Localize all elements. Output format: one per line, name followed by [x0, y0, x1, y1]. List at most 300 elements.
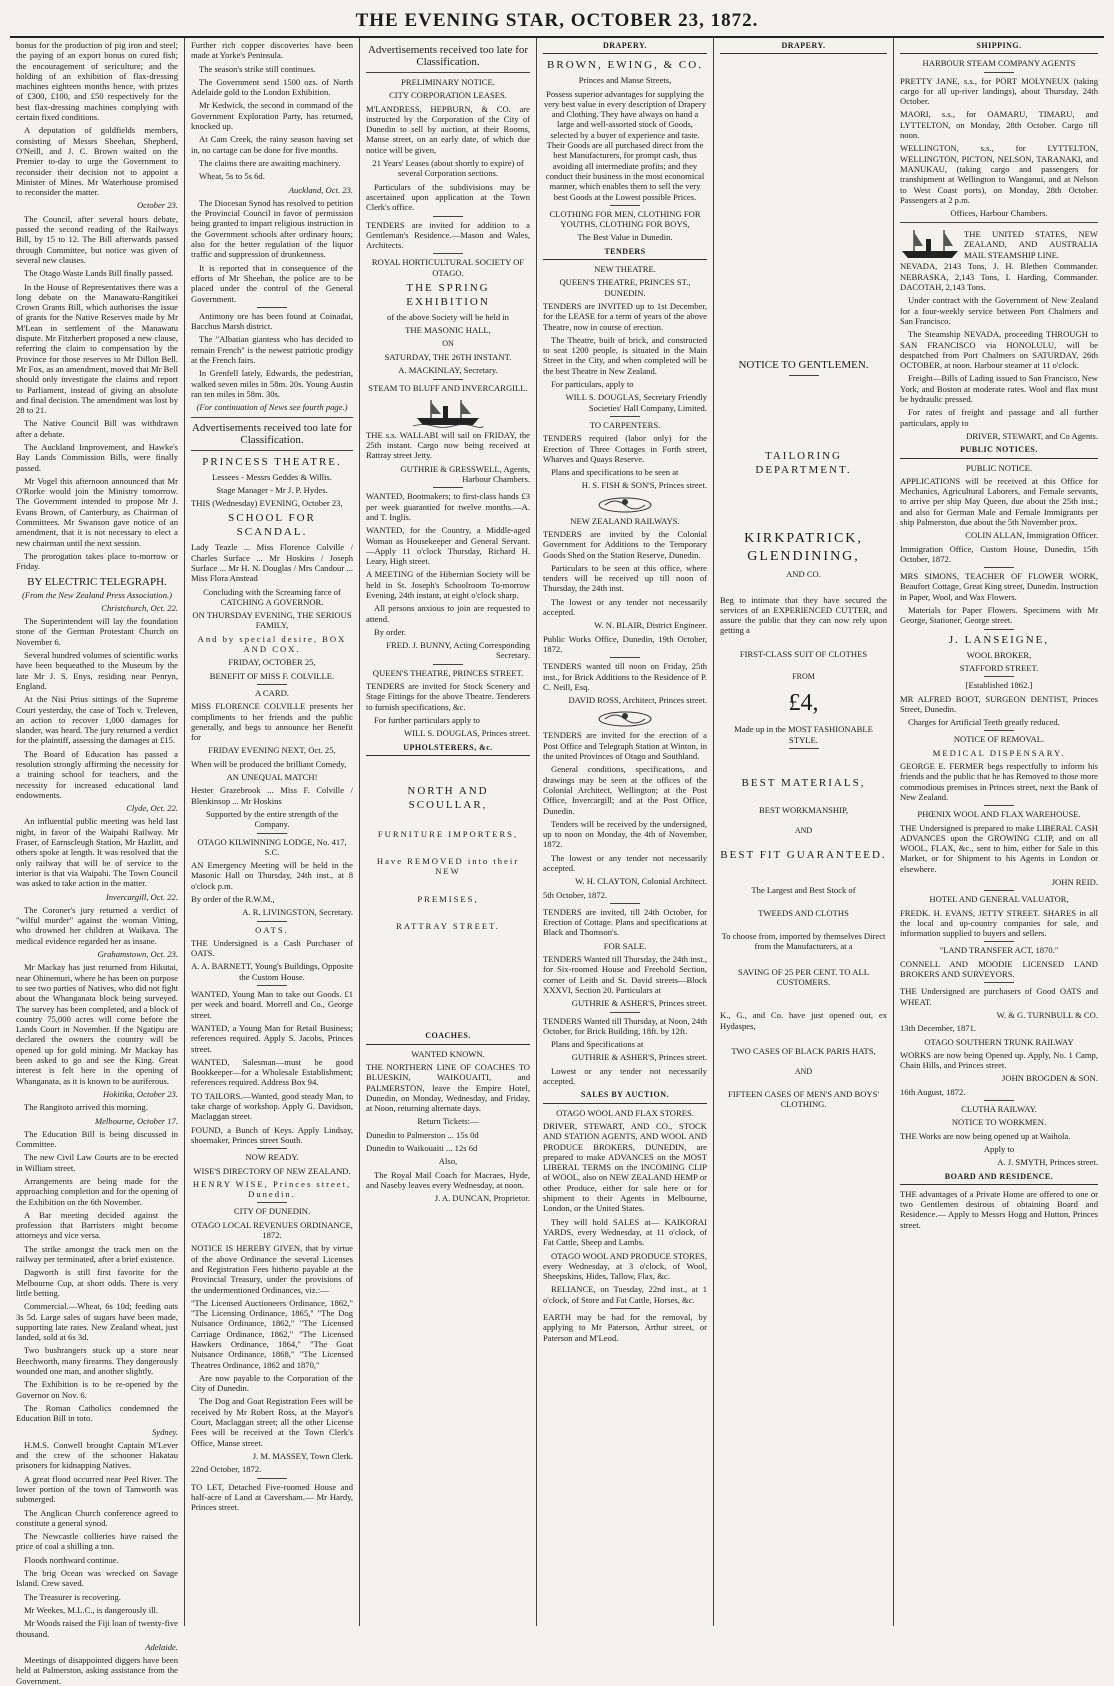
ad-title: CITY OF DUNEDIN. [233, 1206, 311, 1217]
ad-line: AND [794, 826, 813, 836]
ad-signature: J. A. DUNCAN, Proprietor. [434, 1193, 530, 1204]
ad-line: STAFFORD STREET. [959, 662, 1039, 673]
ad-line: NOTICE TO WORKMEN. [951, 1117, 1047, 1128]
column-2-news-ads [185, 38, 360, 1626]
ad-paragraph: Tenders will be received by the undersigned, up to noon on Monday, the 4th of November, 1872. [543, 818, 707, 850]
news-paragraph: An influential public meeting was held last night, in favor of the Waipahi Railway. Mr Fraser, of Earnscleugh Station, Mr Hazlitt, and others spoke at length. It was resolved that the only railway that will be of service to the interior is that via Waipahi. The Town Council was asked to take action in the matter. [16, 816, 178, 889]
news-paragraph: The Treasurer is recovering. [24, 1591, 121, 1602]
news-paragraph: Commercial.—Wheat, 6s 10d; feeding oats 3s 5d. Large sales of sugars have been made, supporting late rates. New Zealand wheat, just landed, sold at 6s 3d. [16, 1301, 178, 1343]
classified-ad: WANTED, a Young Man for Retail Business; references required. Apply S. Jacobs, Princes street. [191, 1022, 353, 1054]
ad-signature: FRED. J. BUNNY, Acting Corresponding Secretary. [386, 640, 530, 661]
ad-paragraph: NOTICE IS HEREBY GIVEN, that by virtue of the above Ordinance the several Licenses and Registration Fees hitherto payable at the Provincial Treasury, under the provisions of the undermentioned Ordinances, viz.:— [191, 1243, 353, 1295]
news-paragraph: The claims there are awaiting machinery. [199, 157, 341, 168]
ad-paragraph: THE NORTHERN LINE OF COACHES TO BLUESKIN, WAIKOUAITI, and PALMERSTON, leave the Empire Hotel, Dunedin, on Monday, Wednesday, and Friday, at Noon, returning alternate days. [366, 1061, 530, 1114]
ad-title: STEAM TO BLUFF AND INVERCARGILL. [368, 382, 528, 393]
ad-line: FURNITURE IMPORTERS, [377, 828, 519, 839]
ad-title: NEW THEATRE. [594, 264, 656, 275]
dateline: Adelaide. [145, 1641, 178, 1652]
ad-signature: WILL S. DOUGLAS, Secretary Friendly Societies' Hall Company, Limited. [565, 392, 707, 413]
ad-line: THE MASONIC HALL, [405, 325, 491, 336]
ad-title: NEW ZEALAND RAILWAYS. [570, 515, 680, 526]
ad-title: TO CARPENTERS. [589, 419, 661, 430]
ad-paragraph: THE Undersigned is prepared to make LIBERAL CASH ADVANCES upon the GROWING CLIP, and on all WOOL, FLAX, &c., sent to him, either for Sale in this Market, or for Shipment to his Agents in London or elsewhere. [900, 822, 1098, 874]
ad-paragraph: NEVADA, 2143 Tons, J. H. Blethen Commander. NEBRASKA, 2,143 Tons, I. Harding, Commander. DACOTAH, 2,143 Tons. [900, 261, 1098, 293]
ad-paragraph: The Theatre, built of brick, and constructed to seat 1200 people, is situated in the Main Street in the City, and when completed will be the best Theatre in New Zealand. [543, 334, 707, 376]
classified-ad: WANTED, for the Country, a Middle-aged Woman as Housekeeper and General Servant.—Apply 11 o'clock Thursday, Richard H. Leary, High street. [366, 525, 530, 567]
news-paragraph: Mr Kedwick, the second in command of the Government Exploration Party, has returned, knocked up. [191, 100, 353, 132]
ad-line: AND [794, 1067, 813, 1077]
ad-line: THE SPRING EXHIBITION [406, 282, 490, 309]
ad-date: Public Works Office, Dunedin, 19th October, 1872. [543, 633, 707, 654]
coat-of-arms-icon [595, 494, 655, 514]
ad-line: 21 Years' Leases (about shortly to expire) of several Corporation sections. [372, 158, 524, 179]
section-header: UPHOLSTERERS, &c. [366, 742, 530, 756]
ad-title: OTAGO KILWINNING LODGE, No. 417, S.C. [197, 836, 347, 857]
ad-date: 13th December, 1871. [900, 1023, 977, 1034]
divider [984, 982, 1014, 983]
news-paragraph: Mr Mackay has just returned from Hikutai, near Ohinemuri, where he has been on purpose to see two parties of Natives, who did not fight about the Whanganata block being surveyed. The survey has been completed, and a block of country 75,000 acres will come before the Lands Court in November. If the Ngatipu are declared the owners the country will be opened up for gold mining. Mr Mackay has been asked to go and see the King. Great interest is felt here in the opening of Whanganata, as it is known to be auriferous. [16, 962, 178, 1086]
ad-paragraph: Freight—Bills of Lading issued to San Francisco, New York, and Boston at moderate rates. Wool and flax must be hydraulic pressed. [900, 373, 1098, 405]
ad-signature: GUTHRIE & ASHER'S, Princes street. [571, 1052, 707, 1063]
classified-ad: TENDERS wanted till noon on Friday, 25th inst., for Brick Additions to the Residence of P. C. Neill, Esq. [543, 661, 707, 692]
masthead: THE EVENING STAR, OCTOBER 23, 1872. [355, 10, 759, 31]
divider [610, 1012, 640, 1013]
ad-paragraph: The Steamship NEVADA, proceeding THROUGH to SAN FRANCISCO via HONOLULU, will be despatched from Port Chalmers on SATURDAY, 26th OCTOBER, at noon. Harbour steamer at 11 o'clock. [900, 329, 1098, 371]
divider [257, 1478, 287, 1479]
ad-paragraph: TENDERS required (labor only) for the Erection of Three Cottages in Forth street, Wharves and Quays Reserve. [543, 433, 707, 464]
divider [900, 222, 1098, 223]
ad-title: NOTICE OF REMOVAL. [953, 734, 1045, 745]
news-paragraph: Dagworth is still first favorite for the Melbourne Cup, at short odds. There is very little betting. [16, 1267, 178, 1298]
dateline: Clyde, Oct. 22. [126, 803, 178, 814]
classified-ad: WANTED, Bootmakers; to first-class hands £3 per week guarantied for twelve months.—A. and T. Inglis. [366, 491, 530, 522]
ad-paragraph: All persons anxious to join are requested to attend. [366, 603, 530, 624]
ad-line: AN UNEQUAL MATCH! [226, 772, 318, 783]
ad-title: HARBOUR STEAM COMPANY AGENTS [922, 58, 1076, 69]
news-paragraph: The Government send 1500 ozs. of North Adelaide gold to the London Exhibition. [191, 76, 353, 98]
classified-ad: EARTH may be had for the removal, by applying to Mr Paterson, Arthur street, or Paterson and M'Leod. [543, 1311, 707, 1343]
ad-line: ON THURSDAY EVENING, THE SERIOUS FAMILY, [192, 610, 352, 631]
news-paragraph: The Board of Education has passed a resolution strongly affirming the necessity for a training school for teachers, and the necessity for increased educational land endowments. [16, 748, 178, 800]
ad-line: FROM [792, 672, 815, 682]
news-paragraph: The Newcastle collieries have raised the price of coal a shilling a ton. [16, 1531, 178, 1552]
ad-line: WOOL BROKER, [966, 649, 1032, 660]
ad-paragraph: THE advantages of a Private Home are offered to one or two Gentlemen desirous of obtaining Board and Residence.— Apply to Messrs Hogg and Hutton, Princes street. [900, 1188, 1098, 1230]
classified-ad: WANTED, Salesman—must be good Bookkeeper—for a Wholesale Establishment; references required. Address Box 94. [191, 1056, 353, 1088]
firm-name: KIRKPATRICK, GLENDINING, [744, 531, 863, 565]
news-paragraph: Further rich copper discoveries have been made at Yorke's Peninsula. [191, 40, 353, 61]
column-1-news [10, 38, 185, 1686]
ad-line: Plans and specifications to be seen at [551, 467, 679, 478]
ad-paragraph: MR ALFRED BOOT, SURGEON DENTIST, Princes Street, Dunedin. [900, 693, 1098, 714]
news-paragraph: The Exhibition is to be re-opened by the Governor on Nov. 6. [16, 1379, 178, 1400]
ad-line: TWO CASES OF BLACK PARIS HATS, [731, 1045, 876, 1056]
ad-line: Apply to [983, 1143, 1015, 1154]
divider [610, 903, 640, 904]
ad-paragraph: GEORGE E. FERMER begs respectfully to inform his friends and the public that he has Removed to those more commodious premises in Princes street, next the Bank of New Zealand. [900, 761, 1098, 802]
ad-line: CLOTHING FOR MEN, CLOTHING FOR YOUTHS, CLOTHING FOR BOYS, [549, 208, 701, 230]
news-paragraph: At the Nisi Prius sittings of the Supreme Court yesterday, the case of Toch v. Treleven, an action to recover 1,000 damages for slander, was heard. The jury returned a verdict for the plaintiff, assessing the damages at £15. [16, 694, 178, 746]
ad-paragraph: APPLICATIONS will be received at this Office for Mechanics, Agricultural Laborers, and Female servants, to arrive per ship May Queen, due about the 25th inst.; and also for German Male and Female Immigrants per ship Palmerston, due about the 5th November prox. [900, 475, 1098, 527]
news-paragraph: The Superintendent will lay the foundation stone of the German Protestant Church on November 6. [16, 616, 178, 647]
ad-date: Immigration Office, Custom House, Dunedin, 15th October, 1872. [900, 543, 1098, 564]
ad-line: Offices, Harbour Chambers. [950, 208, 1048, 219]
divider [257, 921, 287, 922]
ad-paragraph: TENDERS are INVITED up to 1st December, for the LEASE for a term of years of the above Theatre, now in course of erection. [543, 300, 707, 332]
section-header: COACHES. [366, 1030, 530, 1044]
classified-ad: TO LET, Detached Five-roomed House and half-acre of Land at Caversham.— Mr Hardy, Princes street. [191, 1481, 353, 1513]
section-title: BY ELECTRIC TELEGRAPH. [27, 575, 167, 588]
divider [984, 890, 1014, 891]
ad-line: SAVING OF 25 PER CENT. TO ALL CUSTOMERS. [738, 966, 869, 988]
ad-title: PUBLIC NOTICE. [965, 462, 1033, 473]
ad-paragraph: Are now payable to the Corporation of the City of Dunedin. [191, 1372, 353, 1394]
ad-line: Dunedin to Waikouaiti ... 12s 6d [366, 1143, 478, 1153]
ad-line: FIRST-CLASS SUIT OF CLOTHES [739, 648, 868, 659]
ad-signature: GUTHRIE & GRESSWELL, Agents, Harbour Chambers. [400, 463, 530, 485]
ad-paragraph: To choose from, imported by themselves Direct from the Manufacturers, at a [721, 931, 886, 952]
shipping-notice: PRETTY JANE, s.s., for PORT MOLYNEUX (taking cargo for all up-river landings), about Thursday, 24th October. [900, 75, 1098, 107]
ads-heading: Advertisements received too late for Classification. [191, 421, 353, 446]
ad-title: J. LANSEIGNE, [948, 633, 1050, 646]
ad-line: Plans and Specifications at [551, 1039, 644, 1050]
ad-line: WISE'S DIRECTORY OF NEW ZEALAND. [193, 1165, 351, 1176]
ad-cast: Lady Teazle ... Miss Florence Colville / Charles Surface ... Mr Hoskins / Joseph Surface ... Mr H. N. Douglas / Mrs Candour ... Miss Flora Anstead [191, 542, 353, 584]
divider [984, 629, 1014, 630]
ad-paragraph: TENDERS Wanted till Thursday, the 24th inst., for Six-roomed House and Freehold Section, corner of Leith and St. David streets—Block XXXVI, Section 20. Particulars at [543, 954, 707, 995]
news-paragraph: The Rangitoto arrived this morning. [24, 1102, 148, 1113]
divider [984, 1100, 1014, 1101]
shipping-notice: MAORI, s.s., for OAMARU, TIMARU, and LYTTELTON, on Monday, 28th October. Cargo till noon. [900, 109, 1098, 141]
ad-line: Have REMOVED into their NEW [376, 856, 520, 877]
news-paragraph: At Cam Creek, the rainy season having set in, no cartage can be done for five months. [191, 134, 353, 155]
ad-line: Also, [438, 1156, 458, 1167]
ad-paragraph: Under contract with the Government of New Zealand for a four-weekly service between Port Chalmers and San Francisco. [900, 295, 1098, 326]
ad-line: SCHOOL FOR SCANDAL. [228, 512, 316, 539]
ad-paragraph: CONNELL AND MOODIE LICENSED LAND BROKERS AND SURVEYORS. [900, 958, 1098, 980]
classified-ad: TENDERS are invited for addition to a Gentleman's Residence.—Mason and Wales, Architects. [366, 219, 530, 251]
coat-of-arms-icon [595, 708, 655, 728]
news-paragraph: The "Albatian giantess who has decided to remain French" is the newest patriotic prodigy at the French fairs. [191, 334, 353, 366]
ad-title: "LAND TRANSFER ACT, 1870." [939, 945, 1059, 956]
divider [433, 664, 463, 665]
ad-line: By order. [374, 626, 406, 637]
ad-line: The Best Value in Dunedin. [577, 232, 673, 243]
news-paragraph: The Coroner's jury returned a verdict of "wilful murder" against the woman Vitting, who drowned her children at Waikava. The medical evidence regarded her as insane. [16, 904, 178, 946]
ad-line: FRIDAY, OCTOBER 25, [228, 657, 316, 668]
ad-title: PRINCESS THEATRE. [202, 455, 342, 468]
ad-line: When will be produced the brilliant Comedy, [191, 758, 347, 769]
news-paragraph: Meetings of disappointed diggers have been held at Palmerston, asking assistance from the Government. [16, 1655, 178, 1686]
ad-paragraph: Particulars of the subdivisions may be ascertained upon application at the Town Clerk's office. [366, 181, 530, 213]
ad-line: of the above Society will be held in [387, 312, 509, 323]
ad-title: NOW READY. [245, 1152, 299, 1163]
ad-paragraph: THE Undersigned is a Cash Purchaser of OATS. [191, 937, 353, 959]
classified-ad: A MEETING of the Hibernian Society will be held in St. Joseph's Schoolroom To-morrow Evening, 24th instant, at eight o'clock sharp. [366, 569, 530, 600]
ad-paragraph: Beg to intimate that they have secured the services of an EXPERIENCED CUTTER, and assure the public that they can now rely upon getting a [720, 594, 887, 636]
ad-paragraph: DRIVER, STEWART, AND CO., STOCK AND STATION AGENTS, AND WOOL AND PRODUCE BROKERS, DUNEDIN, are prepared to make ADVANCES on the MOST LIBERAL TERMS on the INCOMING CLIP of WOOL, also on NEW ZEALAND HEMP or other Produce, either for sale here or for shipment to their Agents in Melbourne, London, or the United States. [543, 1120, 707, 1214]
ad-paragraph: M'LANDRESS, HEPBURN, & CO. are instructed by the Corporation of the City of Dunedin to sell by auction, at their Rooms, Manse street, on an early date, of which due notice will be given, [366, 103, 530, 155]
ad-line: Princes and Manse Streets, [578, 75, 672, 86]
ad-paragraph: RELIANCE, on Tuesday, 22nd inst., at 1 o'clock, of Store and Fat Cattle, Horses, &c. [543, 1284, 707, 1305]
ad-line: By order of the R.W.M., [191, 894, 275, 904]
ad-signature: H. S. FISH & SON'S, Princes street. [581, 480, 707, 491]
divider [433, 216, 463, 217]
news-paragraph: It is reported that in consequence of the efforts of Mr Sheehan, the police are to be placed under the control of the General Government. [191, 262, 353, 304]
steamship-icon [413, 396, 483, 428]
divider [257, 307, 287, 308]
ad-paragraph: FREDK. H. EVANS, JETTY STREET. SHARES in all the local and up-country companies for sale, and information supplied to buyers and sellers. [900, 907, 1098, 939]
divider [789, 375, 819, 376]
ad-line: RATTRAY STREET. [396, 921, 500, 932]
divider [984, 805, 1014, 806]
ad-paragraph: For rates of freight and passage and all further particulars, apply to [900, 407, 1098, 428]
ad-title: HOTEL AND GENERAL VALUATOR, [929, 894, 1069, 905]
ad-signature: JOHN BROGDEN & SON. [1002, 1073, 1098, 1084]
ad-paragraph: TENDERS are invited for Stock Scenery and Stage Fittings for the above Theatre. Tenderers to furnish specifications, &c. [366, 681, 530, 712]
ad-title: FOR SALE. [603, 940, 647, 951]
news-paragraph: A deputation of goldfields members, consisting of Messrs Sheehan, Shepherd, O'Neill, and J. C. Brown waited on the Premier to-day to urge the Government to reconsider their decision not to appoint a Minister of Mines. Mr Waterhouse promised to reconsider the matter. [16, 125, 178, 198]
divider [984, 676, 1014, 677]
ad-signature: DAVID ROSS, Architect, Princes street. [568, 695, 707, 706]
ad-signature: A. MACKINLAY, Secretary. [398, 365, 498, 376]
dateline: Invercargill, Oct. 22. [105, 891, 178, 902]
ad-paragraph: Possess superior advantages for supplying the very best value in every description of Drapery and Clothing. They have always on hand a large and well-assorted stock of Goods, selected by a buyer of experience and taste. Their Goods are all purchased direct from the best Manufacturers, for prompt cash, thus avoiding all intermediate profits; and they conduct their business in the most economical manner, which enables them to sell the very best Goods at the Lowest possible Prices. [543, 88, 707, 202]
news-paragraph: The brig Ocean was wrecked on Savage Island. Crew saved. [16, 1568, 178, 1589]
ad-paragraph: The Royal Mail Coach for Macraes, Hyde, and Naseby leaves every Wednesday, at noon. [366, 1169, 530, 1190]
news-paragraph: In Grenfell lately, Edwards, the pedestrian, walked seven miles in 58m. 20s. Young Austin ran ten miles in 58m. 30s. [191, 368, 353, 399]
divider [984, 941, 1014, 942]
news-paragraph: In the House of Representatives there was a long debate on the Manawatu-Rangitikei Crown Grants Bill, which authorises the issue of grants for the Native Reserves made by Mr M'Lean in settlement of the Manawatu dispute. Mr Fitzherbert proposed a new clause, referring the claim to compensation by the Province for those reserves to Mr Dillon Bell. Mr Fox, as an amendment, moved that Mr Bell should only investigate the claims and report to Parliament, instead of giving an absolute and final decision. The amendment was lost by 28 to 21. [16, 281, 178, 416]
ad-line: THIS (Wednesday) EVENING, October 23, [191, 498, 343, 509]
ad-paragraph: Materials for Paper Flowers. Specimens with Mr George, Stationer, George street. [900, 605, 1098, 626]
news-paragraph: Floods northward continue. [24, 1554, 119, 1565]
divider [433, 379, 463, 380]
divider [433, 253, 463, 254]
news-paragraph: Two bushrangers stuck up a store near Beechworth, many firearms. They dangerously wounded one man, and another slightly. [16, 1345, 178, 1377]
divider [433, 487, 463, 488]
ad-signature: HENRY WISE, Princes street, Dunedin. [192, 1178, 352, 1200]
ad-signature: DRIVER, STEWART, and Co Agents. [966, 430, 1098, 441]
ad-line: TAILORING DEPARTMENT. [755, 450, 852, 477]
ad-title: THE UNITED STATES, NEW ZEALAND, AND AUSTRALIA MAIL STEAMSHIP LINE. [964, 229, 1098, 260]
ad-cast: Hester Grazebrook ... Miss F. Colville / Blenkinsop ... Mr Hoskins [191, 785, 353, 806]
ad-line: The Largest and Best Stock of [751, 884, 856, 895]
ad-line: Return Tickets:— [417, 1116, 479, 1127]
dateline: Auckland, Oct. 23. [288, 184, 353, 195]
dateline: Hokitika, October 23. [103, 1088, 178, 1099]
divider [610, 657, 640, 658]
ad-paragraph: THE Works are now being opened up at Waihola. [900, 1130, 1071, 1141]
classified-ad: TENDERS are invited, till 24th October, for Erection of Cottage. Plans and specifications at Black and Thomson's. [543, 906, 707, 938]
ad-signature: W. & G. TURNBULL & CO. [996, 1009, 1098, 1020]
ad-paragraph: K., G., and Co. have just opened out, ex Hydaspes, [720, 1010, 887, 1031]
section-header: PUBLIC NOTICES. [900, 444, 1098, 458]
ad-line: Made up in the MOST FASHIONABLE STYLE. [734, 724, 873, 745]
ad-signature: GUTHRIE & ASHER'S, Princes street. [571, 998, 707, 1009]
news-paragraph: The Anglican Church conference agreed to constitute a general synod. [16, 1507, 178, 1528]
ad-title: OATS. [255, 924, 289, 935]
ad-line: BEST WORKMANSHIP, [759, 804, 848, 815]
ad-line: ON [442, 338, 454, 348]
ad-line: OTAGO LOCAL REVENUES ORDINANCE, 1872. [191, 1219, 353, 1241]
ad-title: WANTED KNOWN. [411, 1048, 485, 1059]
ad-paragraph: AN Emergency Meeting will be held in the Masonic Hall on Thursday, 24th inst., at 8 o'clock p.m. [191, 860, 353, 891]
divider [191, 417, 353, 418]
ad-list: "The Licensed Auctioneers Ordinance, 1862," "The Licensing Ordinance, 1865," "The Dog Nuisance Ordinance, 1862," "The Licensed Carriage Ordinance, 1862," "The Licensed Hawkers Ordinance, 1864," "The Goat Nuisance Ordinance, 1868," "The Licensed Theatres Ordinance, 1862 and 1870," [191, 1297, 353, 1370]
news-paragraph: Mr Woods raised the Fiji loan of twenty-five thousand. [16, 1618, 178, 1639]
ad-signature: J. M. MASSEY, Town Clerk. [252, 1450, 353, 1461]
news-paragraph: Mr Weekes, M.L.C., is dangerously ill. [24, 1604, 159, 1615]
ad-signature: COLIN ALLAN, Immigration Officer. [965, 530, 1098, 541]
ad-title: CITY CORPORATION LEASES. [389, 90, 507, 101]
ad-paragraph: The Dog and Goat Registration Fees will be received by Mr Robert Ross, at the Mayor's Court, Maclaggan street; all the other License Fees will be received at the Town Clerk's Office, Manse street. [191, 1396, 353, 1448]
ad-paragraph: Particulars to be seen at this office, where tenders will be received up till noon of Thursday, the 24th inst. [543, 562, 707, 594]
news-paragraph: A great flood occurred near Peel River. The lower portion of the town of Tamworth was submerged. [16, 1473, 178, 1505]
ad-title: NOTICE TO GENTLEMEN. [738, 359, 869, 372]
ad-line: Lessees - Messrs Geddes & Willis. [212, 471, 332, 482]
divider [257, 833, 287, 834]
ad-date: 22nd October, 1872. [191, 1464, 262, 1475]
ad-title: PHŒNIX WOOL AND FLAX WAREHOUSE. [917, 809, 1081, 820]
news-paragraph: Antimony ore has been found at Coinadai, Bacchus Marsh district. [191, 310, 353, 332]
news-paragraph: The Native Council Bill was withdrawn after a debate. [16, 418, 178, 439]
column-3-ads [360, 38, 537, 1626]
ad-paragraph: They will hold SALES at— KAIKORAI YARDS, every Wednesday, at 11 o'clock, of Fat Cattle, Sheep and Lambs. [543, 1216, 707, 1248]
news-paragraph: H.M.S. Conwell brought Captain M'Lever and the crew of the schooner Hakatau prisoners for kidnapping Natives. [16, 1439, 178, 1471]
ad-title: QUEEN'S THEATRE, PRINCES STREET. [372, 667, 524, 678]
ad-paragraph: OTAGO WOOL AND PRODUCE STORES, every Wednesday, at 3 o'clock, of Wool, Sheepskins, Hides, Tallow, Flax, &c. [543, 1250, 707, 1282]
divider [257, 1202, 287, 1203]
section-header: SHIPPING. [900, 40, 1098, 54]
divider [789, 748, 819, 749]
ad-title: OTAGO WOOL AND FLAX STORES. [556, 1107, 694, 1118]
ad-signature: A. R. LIVINGSTON, Secretary. [242, 907, 353, 918]
news-paragraph: Several hundred volumes of scientific works have been bequeathed to the Museum by the late Mr J. S. Enys, residing near Penryn, England. [16, 650, 178, 691]
news-paragraph: Wheat, 5s to 5s 6d. [199, 171, 265, 182]
news-paragraph: The Roman Catholics condemned the Education Bill in toto. [16, 1402, 178, 1424]
classified-ad: FOUND, a Bunch of Keys. Apply Lindsay, shoemaker, Princes street South. [191, 1124, 353, 1145]
divider [984, 567, 1014, 568]
section-header: BOARD AND RESIDENCE. [900, 1171, 1098, 1185]
ad-line: Stage Manager - Mr J. P. Hydes. [216, 484, 328, 495]
news-paragraph: Mr Vogel this afternoon announced that Mr O'Rorke would join the Ministry tomorrow. The Government intended to propose Mr J. Evans Brown, of Canterbury, as Chairman of Committees. Mr Swanson gave notice of an amendment, that it is not necessary to elect a new chairman until the next session. [16, 475, 178, 548]
ad-title: MEDICAL DISPENSARY. [932, 747, 1066, 758]
divider [984, 730, 1014, 731]
divider [610, 1308, 640, 1309]
ad-paragraph: MRS SIMONS, TEACHER OF FLOWER WORK, Beaufort Cottage, Great King street, Dunedin. Instruction in Paper, Wool, and Wax Flowers. [900, 571, 1098, 602]
ad-line: For further particulars apply to [374, 714, 480, 725]
ad-signature: W. N. BLAIR, District Engineer. [594, 620, 707, 631]
ad-paragraph: TENDERS Wanted till Thursday, at Noon, 24th October, for Brick Building, 18ft. by 12ft. [543, 1015, 707, 1036]
divider [257, 1148, 287, 1149]
ad-paragraph: TENDERS are invited for the erection of a Post Office and Telegraph Station at Winton, in the united Provinces of Otago and Southland. [543, 730, 707, 762]
ad-line: AND CO. [786, 569, 821, 580]
section-header: TENDERS [543, 246, 707, 260]
ad-date: 5th October, 1872. [543, 889, 608, 900]
divider [257, 985, 287, 986]
dateline: Grahamstown, Oct. 23. [97, 949, 178, 960]
ad-line: And by special desire, BOX AND COX. [197, 633, 347, 655]
news-paragraph: The strike amongst the track men on the railway per terminated, after a brief existence. [16, 1243, 178, 1265]
column-4-drapery-tenders [537, 38, 714, 1626]
news-paragraph: The prorogation takes place to-morrow or Friday. [16, 550, 178, 572]
news-paragraph: The new Civil Law Courts are to be erected in William street. [16, 1152, 178, 1173]
continuation-note: (For continuation of News see fourth page.) [196, 402, 348, 413]
ad-paragraph: TENDERS are invited by the Colonial Government for Additions to the Temporary Goods Shed on the Station Reserve, Dunedin. [543, 528, 707, 560]
news-paragraph: The Auckland Improvement, and Hawke's Bay Lands Commission Bills, were finally passed. [16, 441, 178, 473]
ad-signature: A. J. SMYTH, Princes street. [997, 1157, 1098, 1168]
ad-title: OTAGO SOUTHERN TRUNK RAILWAY [924, 1036, 1074, 1047]
ad-paragraph: General conditions, specifications, and drawings may be seen at the offices of the Colonial Architect, Wellington; at the Post Office, Invercargill; and at the Post Office, Dunedin. [543, 764, 707, 816]
ad-line: Concluding with the Screaming farce of CATCHING A GOVERNOR. [203, 586, 341, 607]
column-5-kirkpatrick-ad [714, 38, 894, 1626]
ad-line: FRIDAY EVENING NEXT, Oct. 25, [208, 745, 336, 756]
columns [10, 38, 1104, 1686]
ad-title: NORTH AND SCOULLAR, [407, 784, 489, 811]
ad-line: BEST MATERIALS, [741, 776, 866, 789]
ad-line: PREMISES, [417, 893, 479, 904]
dateline: Melbourne, October 17. [94, 1115, 178, 1126]
news-paragraph: The season's strike still continues. [199, 63, 316, 74]
ad-signature: WILL S. DOUGLAS, Princes street. [404, 728, 530, 739]
news-paragraph: A Bar meeting decided against the profession that Barristers might become attorneys and vice versa. [16, 1209, 178, 1241]
ad-title: ROYAL HORTICULTURAL SOCIETY OF OTAGO. [371, 257, 525, 278]
news-paragraph: bonus for the production of pig iron and steel; the paying of an export bonus on cured fish; the encouragement of sericulture; and the holding of an exhibition of flax-dressing machines eighteen months hence, with prizes of £300, £100, and £50 respectively for the best flax-dressing machines complying with certain fixed conditions. [16, 40, 178, 123]
section-source: (From the New Zealand Press Association.) [21, 589, 173, 600]
ad-line: Lowest or any tender not necessarily accepted. [543, 1065, 707, 1087]
ad-line: Dunedin to Palmerston ... 15s 0d [366, 1129, 479, 1140]
news-paragraph: The Otago Waste Lands Bill finally passed. [24, 268, 174, 279]
ad-signature: W. H. CLAYTON, Colonial Architect. [575, 876, 707, 887]
news-paragraph: The Council, after several hours debate, passed the second reading of the Railways Bill, by 15 to 12. The Bill afterwards passed through Committee, but notice was given of several new clauses. [16, 213, 178, 265]
ad-signature: JOHN REID. [1051, 877, 1098, 887]
dateline: Sydney. [151, 1426, 178, 1437]
ad-line: [Established 1862.] [965, 680, 1033, 691]
news-paragraph: Arrangements are being made for the approaching completion and for the opening of the Exhibition on the 6th November. [16, 1175, 178, 1207]
price: £4, [788, 690, 819, 717]
dateline: October 23. [136, 200, 178, 211]
ad-line: Supported by the entire strength of the Company. [205, 808, 339, 830]
ad-line: BENEFIT OF MISS F. COLVILLE. [209, 670, 335, 681]
section-header: DRAPERY. [543, 40, 707, 54]
shipping-notice: WELLINGTON, s.s., for LYTTELTON, WELLINGTON, PICTON, NELSON, TARANAKI, and MANUKAU, (taking cargo and passengers for transhipment at Wellington to Wanganui, and at Nelson to West Coast ports), on Monday, 28th October. Passengers at 2 p.m. [900, 143, 1098, 205]
steamship-icon [900, 227, 960, 261]
divider [610, 416, 640, 417]
ad-title: CLUTHA RAILWAY. [961, 1104, 1037, 1115]
ad-paragraph: THE Undersigned are purchasers of Good OATS and WHEAT. [900, 986, 1098, 1007]
ad-line: FIFTEEN CASES OF MEN'S AND BOYS' CLOTHING. [728, 1088, 879, 1109]
ad-paragraph: WORKS are now being Opened up. Apply, No. 1 Camp, Chain Hills, and Princes street. [900, 1049, 1098, 1071]
divider [257, 684, 287, 685]
classified-ad: TO TAILORS.—Wanted, good steady Man, to take charge of workshop. Apply G. Davidson, Maclaggan street. [191, 1090, 353, 1122]
ad-line: BEST FIT GUARANTEED. [720, 848, 887, 861]
classified-ad: WANTED, Young Man to take out Goods. £1 per week and board. Morrell and Co., George street. [191, 989, 353, 1020]
dateline: Christchurch, Oct. 22. [101, 602, 178, 613]
divider [984, 72, 1014, 73]
ad-title: A CARD. [255, 687, 289, 698]
section-header: SALES BY AUCTION. [543, 1089, 707, 1103]
divider [366, 72, 530, 73]
ad-line: For particulars, apply to [551, 379, 634, 390]
ads-heading: Advertisements received too late for Classification. [367, 44, 529, 68]
ad-paragraph: The lowest or any tender not necessarily accepted. [543, 852, 707, 873]
column-6-shipping-notices [894, 38, 1104, 1626]
divider [191, 450, 353, 451]
ad-signature: A. A. BARNETT, Young's Buildings, Opposite the Custom House. [191, 961, 353, 982]
ad-title: BROWN, EWING, & CO. [547, 59, 703, 72]
ad-paragraph: THE s.s. WALLABI will sail on FRIDAY, the 25th instant. Cargo now being received at Rattray street Jetty. [366, 429, 530, 461]
